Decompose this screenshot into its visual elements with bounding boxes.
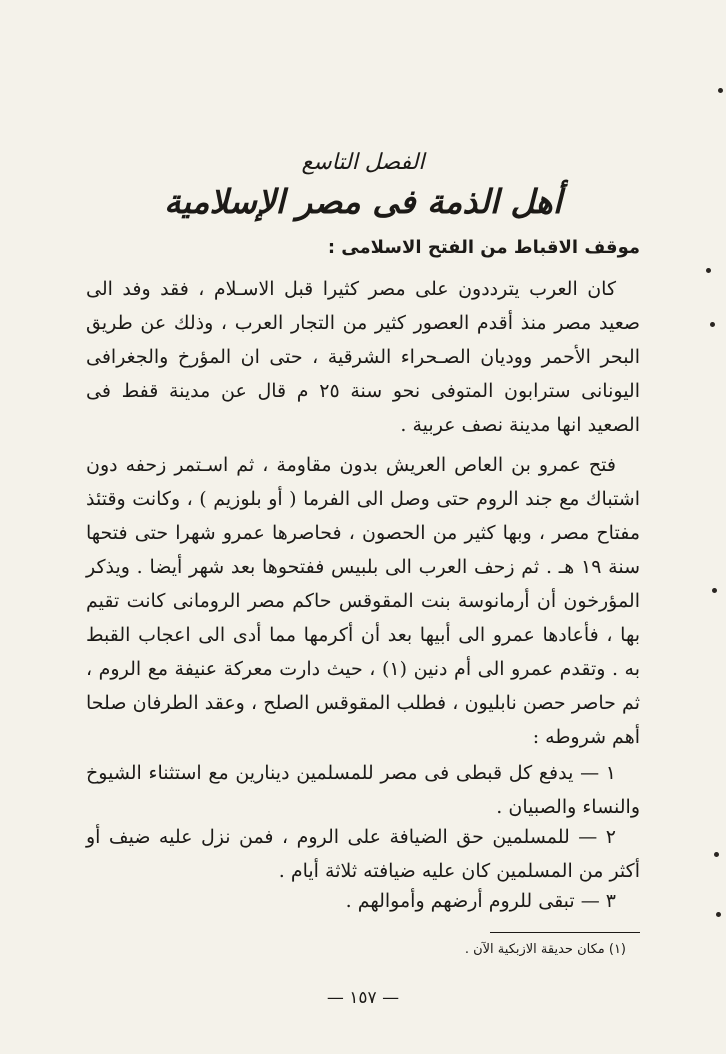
section-heading: موقف الاقباط من الفتح الاسلامى : [327,237,640,258]
scan-mark [710,322,715,327]
term-2: ٢ — للمسلمين حق الضيافة على الروم ، فمن نزل عليه ضيف أو أكثر من المسلمين كان عليه ضيافته ثلاثة أيام . [86,826,640,882]
term-3: ٣ — تبقى للروم أرضهم وأموالهم . [345,890,616,912]
scan-mark [716,912,721,917]
scan-mark [714,852,719,857]
chapter-label: الفصل التاسع [301,150,425,175]
paragraph-1: كان العرب يترددون على مصر كثيرا قبل الاسـلام ، فقد وفد الى صعيد مصر منذ أقدم العصور كثير من التجار العرب ، وذلك عن طريق البحر الأحمر ووديان الصـحراء الشرقية ، حتى ان المؤرخ والجغرافى اليونانى سترابون المتوفى نحو سنة ٢٥ م قال عن مدينة قفط فى الصعيد انها مدينة نصف عربية . [86,278,640,436]
footnote: (١) مكان حديقة الازبكية الآن . [464,942,626,957]
footnote-divider [490,932,640,933]
paragraph-2: فتح عمرو بن العاص العريش بدون مقاومة ، ثم اسـتمر زحفه دون اشتباك مع جند الروم حتى وصل الى الفرما ( أو بلوزيم ) ، وكانت وقتئذ مفتاح مصر ، وبها كثير من الحصون ، فحاصرها عمرو شهرا حتى فتحها سنة ١٩ هـ . ثم زحف العرب الى بلبيس ففتحوها بعد شهر أيضا . ويذكر المؤرخون أن أرمانوسة بنت المقوقس حاكم مصر الرومانى كانت تقيم بها ، فأعادها عمرو الى أبيها بعد أن أكرمها مما أدى الى اعجاب القبط به . وتقدم عمرو الى أم دنين (١) ، حيث دارت معركة عنيفة مع الروم ، ثم حاصر حصن نابليون ، فطلب المقوقس الصلح ، وعقد الطرفان صلحا أهم شروطه : [86,454,641,748]
scan-mark [712,588,717,593]
term-1: ١ — يدفع كل قبطى فى مصر للمسلمين دينارين مع استثناء الشيوخ والنساء والصبيان . [86,762,640,818]
scan-mark [718,88,723,93]
page-number: — ١٥٧ — [326,988,400,1008]
chapter-title: أهل الذمة فى مصر الإسلامية [164,182,562,221]
scan-mark [706,268,711,273]
